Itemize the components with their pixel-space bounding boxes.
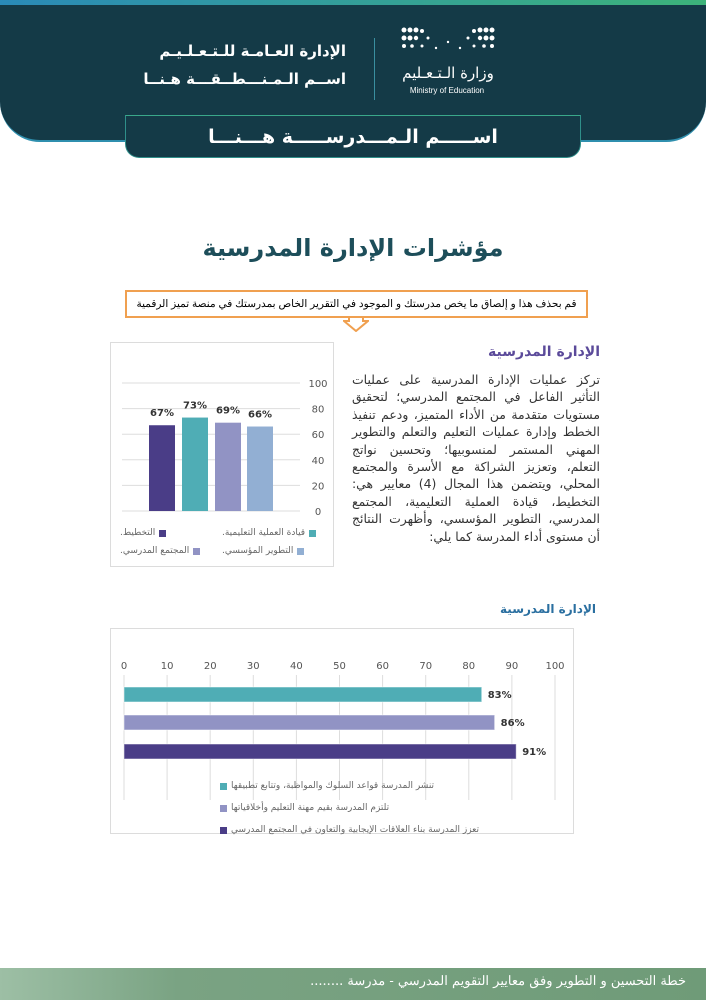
data-label: 69% <box>216 405 240 417</box>
footer-text: خطة التحسين و التطوير وفق معايير التقويم المدرسي - مدرسة ........ <box>310 974 686 989</box>
ministry-name-ar: وزارة الـتـعـليم <box>402 64 494 82</box>
legend-item <box>220 819 520 841</box>
section2-heading: الإدارة المدرسية <box>500 602 596 616</box>
data-label: 86% <box>500 718 525 729</box>
legend-swatch <box>159 530 166 537</box>
section-heading: الإدارة المدرسية <box>488 344 600 360</box>
legend-label: تنشر المدرسة قواعد السلوك والمواظبة، وتتابع تطبيقها <box>231 781 435 791</box>
school-name: اســـــم الـمـــدرســـــة هـــنـــا <box>208 125 498 148</box>
hbar-chart-legend <box>220 775 520 841</box>
legend-swatch <box>297 548 304 555</box>
bar <box>247 427 273 511</box>
arrow-down-icon <box>343 316 369 332</box>
legend-label: تعزز المدرسة بناء العلاقات الإيجابية والتعاون في المجتمع المدرسي <box>231 825 480 835</box>
footer-bar <box>0 968 706 1000</box>
legend-label: التطوير المؤسسي. <box>222 546 294 556</box>
header-divider <box>374 38 375 100</box>
bar <box>124 687 482 702</box>
bar <box>149 425 175 511</box>
legend-label: تلتزم المدرسة بقيم مهنة التعليم وأخلاقياتها <box>231 803 390 813</box>
legend-swatch <box>309 530 316 537</box>
bar-chart-legend <box>120 528 325 562</box>
legend-swatch <box>220 783 227 790</box>
legend-swatch <box>193 548 200 555</box>
department-name: الإدارة العـامـة للـتـعـلـيـم <box>159 42 346 60</box>
legend-item <box>222 528 316 538</box>
section-paragraph: تركز عمليات الإدارة المدرسية على عمليات التأثير الفاعل في المجتمع المدرسي؛ لتحقيق مستويات متقدمة من الأداء المتميز، ودعم تنفيذ الخطط وإدارة عمليات التعليم والتعلم والتطوير المهني المستمر لمنسوبيها؛ وتحسين نواتج التعلم، وتعزيز الشراكة مع الأسرة والمجتمع المحلي، ويتضمن هذا المجال (4) معايير هي: التخطيط، قيادة العملية التعليمية، المجتمع المدرسي، التطوير المؤسسي، وأظهرت النتائج أن مستوى أداء المدرسة كما يلي: <box>352 372 601 544</box>
x-tick-label: 30 <box>246 661 260 672</box>
x-tick-label: 50 <box>333 661 346 672</box>
x-tick-label: 70 <box>419 661 433 672</box>
data-label: 83% <box>487 690 512 701</box>
page-title: مؤشرات الإدارة المدرسية <box>202 234 504 262</box>
x-tick-label: 20 <box>203 661 217 672</box>
legend-label: قيادة العملية التعليمية. <box>222 528 306 538</box>
instruction-callout: قم بحذف هذا و إلصاق ما يخص مدرستك و الموجود في التقرير الخاص بمدرستك في منصة تميز الرقمية <box>125 290 588 318</box>
legend-item <box>222 546 304 556</box>
legend-swatch <box>220 805 227 812</box>
x-tick-label: 60 <box>376 661 389 672</box>
data-label: 73% <box>183 400 207 412</box>
bar <box>124 744 516 759</box>
legend-item <box>120 546 200 556</box>
ministry-name-en: Ministry of Education <box>409 86 485 95</box>
x-tick-label: 90 <box>505 661 519 672</box>
x-tick-label: 0 <box>120 661 128 672</box>
y-tick-label: 20 <box>311 481 325 493</box>
data-label: 67% <box>150 408 174 420</box>
ministry-logo-icon <box>400 26 496 54</box>
data-label: 66% <box>248 409 272 421</box>
legend-item <box>220 797 520 819</box>
x-tick-label: 10 <box>160 661 174 672</box>
data-label: 91% <box>522 747 547 758</box>
y-tick-label: 0 <box>314 507 322 518</box>
legend-item <box>120 528 166 538</box>
bar <box>124 715 495 730</box>
legend-swatch <box>220 827 227 834</box>
y-tick-label: 80 <box>311 404 325 416</box>
y-tick-label: 100 <box>308 379 328 390</box>
legend-label: التخطيط. <box>120 528 156 538</box>
legend-item <box>220 775 520 797</box>
region-name: اســم الـمـنـــطــقـــة هـنــا <box>143 70 346 88</box>
legend-label: المجتمع المدرسي. <box>120 546 190 556</box>
bar <box>182 418 208 511</box>
bar <box>215 423 241 511</box>
x-tick-label: 80 <box>462 661 476 672</box>
y-tick-label: 40 <box>311 455 325 467</box>
school-name-box <box>125 115 581 158</box>
x-tick-label: 40 <box>290 661 303 672</box>
y-tick-label: 60 <box>311 430 325 442</box>
x-tick-label: 100 <box>545 661 565 672</box>
header-gradient-strip <box>0 0 706 5</box>
